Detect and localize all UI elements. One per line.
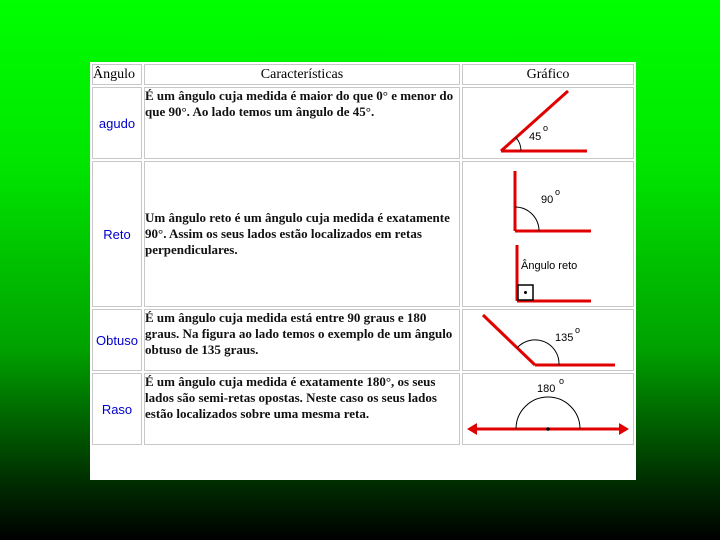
right-degree-sign: o (555, 187, 561, 197)
obtuse-angle-figure (462, 309, 634, 371)
angle-name: Obtuso (92, 309, 142, 371)
header-angle: Ângulo (92, 64, 142, 85)
straight-degree-sign: o (559, 376, 565, 386)
header-features: Características (144, 64, 460, 85)
table-row-reto (92, 161, 634, 307)
table-row-raso (92, 373, 634, 445)
right-angle-dot (524, 291, 527, 294)
obtuse-degree-label: 135 (555, 332, 574, 344)
arrow-right-icon (619, 423, 629, 435)
angle-description: É um ângulo cuja medida é maior do que 0° e menor do que 90°. Ao lado temos um ângulo de 45°. (144, 87, 460, 159)
obtuse-angle-svg (465, 311, 631, 369)
straight-arc (516, 397, 580, 429)
right-degree-label: 90 (541, 194, 554, 206)
right-arc (515, 207, 539, 231)
obtuse-degree-sign: o (575, 325, 581, 335)
acute-angle-svg (465, 89, 631, 157)
angles-table (90, 62, 636, 447)
angle-description: É um ângulo cuja medida está entre 90 graus e 180 graus. Na figura ao lado temos o exemplo de um ângulo obtuso de 135 graus. (144, 309, 460, 371)
slide-content (90, 62, 636, 480)
acute-degree-sign: o (543, 123, 549, 133)
header-row (92, 64, 634, 85)
straight-vertex-dot (546, 427, 550, 431)
arrow-left-icon (467, 423, 477, 435)
table-row-agudo (92, 87, 634, 159)
angle-name: Reto (92, 161, 142, 307)
straight-angle-figure (462, 373, 634, 445)
table-row-obtuso (92, 309, 634, 371)
angle-name: agudo (92, 87, 142, 159)
angle-description: É um ângulo cuja medida é exatamente 180°, os seus lados são semi-retas opostas. Neste caso os seus lados estão localizados sobre uma mesma reta. (144, 373, 460, 445)
right-angle-figure (462, 161, 634, 307)
angle-description: Um ângulo reto é um ângulo cuja medida é exatamente 90°. Assim os seus lados estão localizados em retas perpendiculares. (144, 161, 460, 307)
acute-arc (516, 138, 521, 151)
obtuse-slanted-ray (483, 315, 535, 365)
straight-angle-svg (465, 375, 631, 443)
right-angle-caption: Ângulo reto (521, 260, 578, 272)
right-angle-svg (465, 163, 631, 305)
acute-degree-label: 45 (529, 131, 542, 143)
straight-degree-label: 180 (537, 383, 556, 395)
header-graphic: Gráfico (462, 64, 634, 85)
acute-angle-figure (462, 87, 634, 159)
angle-name: Raso (92, 373, 142, 445)
